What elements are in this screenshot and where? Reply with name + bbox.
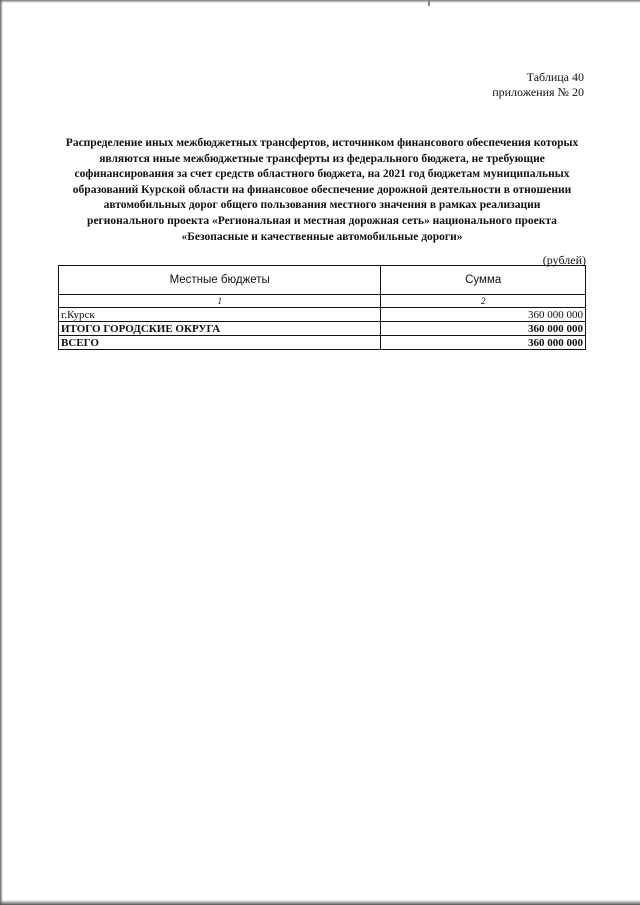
scan-edge-bottom (0, 900, 640, 905)
row-name: ВСЕГО (59, 336, 381, 350)
column-number-row (59, 295, 586, 308)
scan-edge-top (0, 0, 640, 3)
row-amount: 360 000 000 (381, 308, 586, 322)
column-number: 2 (381, 295, 586, 308)
scan-edge-left (0, 0, 3, 905)
units-label: (рублей) (542, 253, 586, 267)
table-row (59, 308, 586, 322)
document-title (56, 136, 588, 245)
title-line: Распределение иных межбюджетных трансфертов, источником финансового обеспечения которых (65, 137, 579, 149)
budget-table (58, 265, 586, 350)
grand-total-row (59, 336, 586, 350)
header-local-budgets: Местные бюджеты (59, 266, 381, 295)
title-line: являются иные межбюджетные трансферты из федерального бюджета, не требующие (99, 152, 545, 165)
title-line: регионального проекта «Региональная и местная дорожная сеть» национального проекта (87, 214, 557, 227)
column-number: 1 (59, 295, 381, 308)
appendix-number: приложения № 20 (492, 85, 584, 99)
subtotal-row (59, 322, 586, 336)
header-amount: Сумма (381, 266, 586, 295)
row-name: ИТОГО ГОРОДСКИЕ ОКРУГА (59, 322, 381, 336)
title-line: автомобильных дорог общего пользования местного значения в рамках реализации (103, 199, 541, 212)
table-header-row (59, 266, 586, 295)
table-number: Таблица 40 (526, 70, 584, 84)
row-name: г.Курск (59, 308, 381, 322)
table-reference (492, 70, 584, 100)
row-amount: 360 000 000 (381, 322, 586, 336)
title-line: «Безопасные и качественные автомобильные дороги» (181, 230, 463, 243)
scan-mark (428, 0, 430, 6)
title-line: образований Курской области на финансовое обеспечение дорожной деятельности в отношении (72, 183, 572, 196)
row-amount: 360 000 000 (381, 336, 586, 350)
title-line: софинансирования за счет средств областного бюджета, на 2021 год бюджетам муниципальных (74, 168, 570, 181)
